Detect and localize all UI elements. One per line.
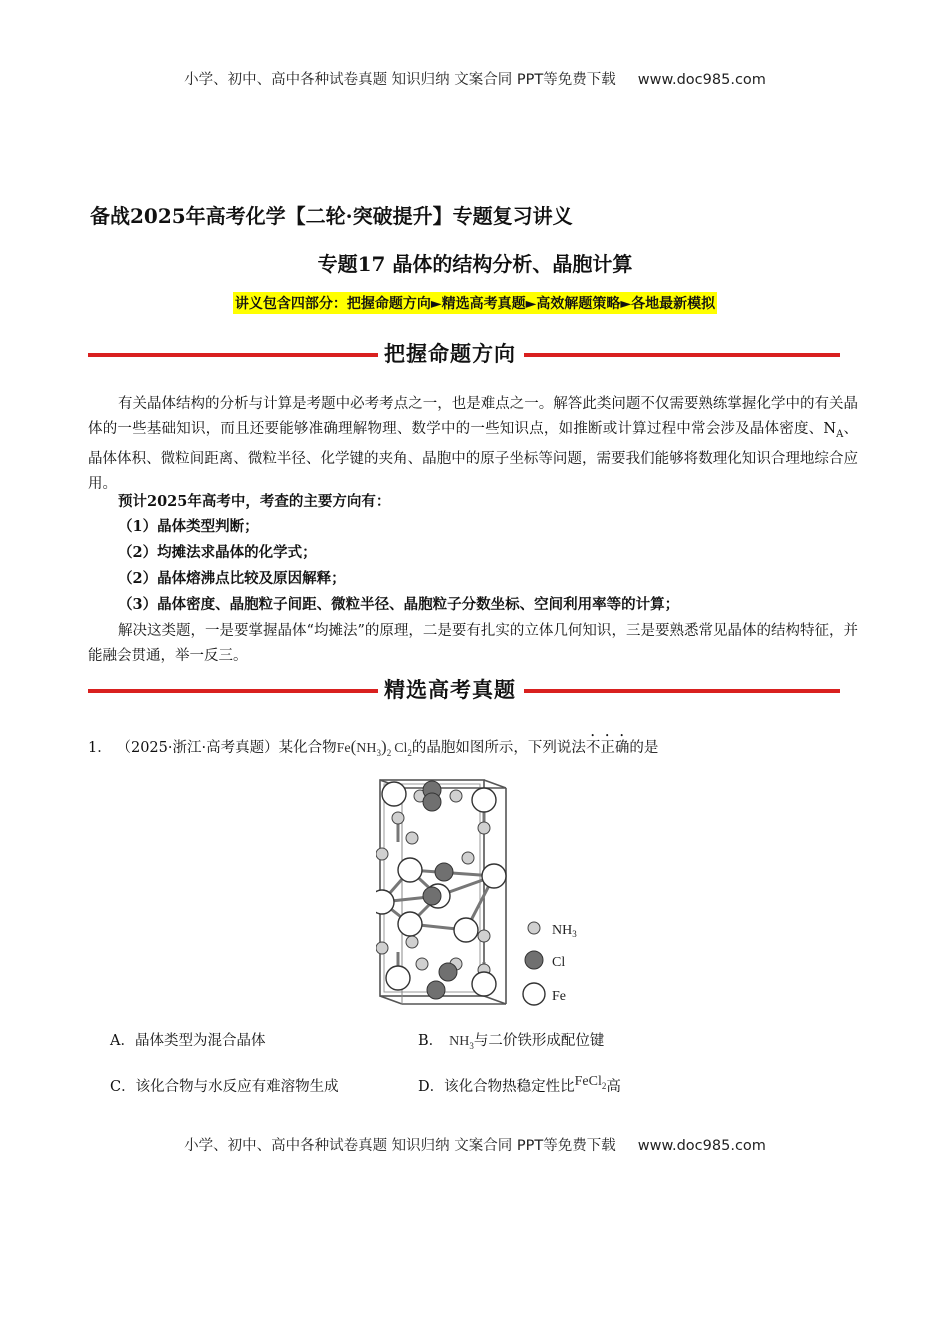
document-title: 备战2025年高考化学【二轮·突破提升】专题复习讲义 [90,204,573,228]
question-mid: 的晶胞如图所示，下列说法 [411,740,586,756]
point-item: （2）均摊法求晶体的化学式； [118,544,317,561]
section-title: 精选高考真题 [384,678,516,702]
option-C[interactable] [110,1076,339,1098]
option-B[interactable] [418,1030,604,1057]
option-text: 与二价铁形成配位键 [473,1033,605,1049]
footer-site-link[interactable]: www.doc985.com [637,1138,766,1154]
fe-atom [454,918,478,942]
nh3-atom [462,852,474,864]
intro-paragraph: 有关晶体结构的分析与计算是考题中必考考点之一，也是难点之一。解答此类问题不仅需要熟练掌握化学中的有关晶体的一些基础知识，而且还要能够准确理解物理、数学中的一些知识点，如推断或计算过程中常会涉及晶体密度、$N_A$、晶体体积、微粒间距离、微粒半径、化学键的夹角、晶胞中的原子坐标等问题，需要我们能够将数理化知识合理地综合应用。 [88,396,859,492]
question-end: 的是 [629,740,659,756]
section-header-direction [88,338,840,372]
option-label: D． [418,1079,445,1095]
option-label: C． [110,1079,136,1095]
legend-cl-swatch [525,951,543,969]
topic-title: 专题17 晶体的结构分析、晶胞计算 [317,252,633,276]
fe-atom [382,782,406,806]
intro-text: 讲义包含四部分：把握命题方向►精选高考真题►高效解题策略►各地最新模拟 [233,292,717,314]
nh3-atom [392,812,404,824]
legend-nh3-swatch [528,922,540,934]
option-formula: FeCl$_2$ [574,1074,607,1091]
header-site-link[interactable]: www.doc985.com [637,72,766,88]
cl-atom [435,863,453,881]
question-number: 1． [88,740,112,756]
nh3-atom [416,958,428,970]
point-item: （1）晶体类型判断； [118,518,259,535]
question-1 [88,732,658,764]
section-rule-right [524,353,840,357]
nh3-atom [376,942,388,954]
option-tail: 高 [606,1079,621,1095]
fe-atom [472,788,496,812]
cl-atom [423,887,441,905]
legend [523,922,577,1005]
fe-atom [398,912,422,936]
nh3-atom [478,822,490,834]
section-header-exam [88,674,840,708]
section-rule-left [88,353,378,357]
option-A[interactable] [110,1030,265,1052]
question-source: （2025·浙江·高考真题）某化合物 [123,740,337,756]
option-text: 该化合物热稳定性比 [444,1079,575,1095]
nh3-atom [406,936,418,948]
compound-formula: $Fe(NH_3)_2$ $Cl_2$ [336,737,412,758]
option-text: 晶体类型为混合晶体 [134,1033,266,1049]
fe-atom [376,890,394,914]
point-item: （2）晶体熔沸点比较及原因解释； [118,570,346,587]
crystal-cell-figure [376,772,616,1022]
nh3-atom [406,832,418,844]
legend-nh3-label: $NH_3$ [552,923,577,939]
nh3-atom [376,848,388,860]
section-rule-left [88,689,378,693]
page-header [0,68,950,89]
footer-text: 小学、初中、高中各种试卷真题 知识归纳 文案合同 PPT等免费下载 [184,1138,616,1154]
nh3-atom [450,790,462,802]
option-text: 该化合物与水反应有难溶物生成 [135,1079,339,1095]
fe-atom [482,864,506,888]
legend-cl-label: Cl [552,955,566,970]
option-D[interactable] [418,1076,621,1103]
option-label: A． [110,1033,135,1049]
section-title: 把握命题方向 [384,342,516,366]
fe-atom [386,966,410,990]
header-text: 小学、初中、高中各种试卷真题 知识归纳 文案合同 PPT等免费下载 [184,72,616,88]
intro-banner [0,292,950,314]
forecast-heading: 预计2025年高考中，考查的主要方向有： [118,493,391,510]
option-formula: $NH_3$ [449,1034,474,1051]
cl-atom [427,981,445,999]
strategy-paragraph: 解决这类题，一是要掌握晶体“均摊法”的原理，二是要有扎实的立体几何知识，三是要熟悉常见晶体的结构特征，并能融会贯通，举一反三。 [88,623,858,664]
legend-fe-swatch [523,983,545,1005]
section-rule-right [524,689,840,693]
nh3-atom [478,930,490,942]
point-item: （3）晶体密度、晶胞粒子间距、微粒半径、晶胞粒子分数坐标、空间利用率等的计算； [118,596,680,613]
option-label: B． [418,1033,444,1049]
legend-fe-label: Fe [552,989,566,1004]
cl-atom [439,963,457,981]
page-footer [0,1134,950,1155]
fe-atom [398,858,422,882]
cl-atom [423,793,441,811]
fe-atom [472,972,496,996]
question-emphasis: 不正确 [585,740,630,756]
